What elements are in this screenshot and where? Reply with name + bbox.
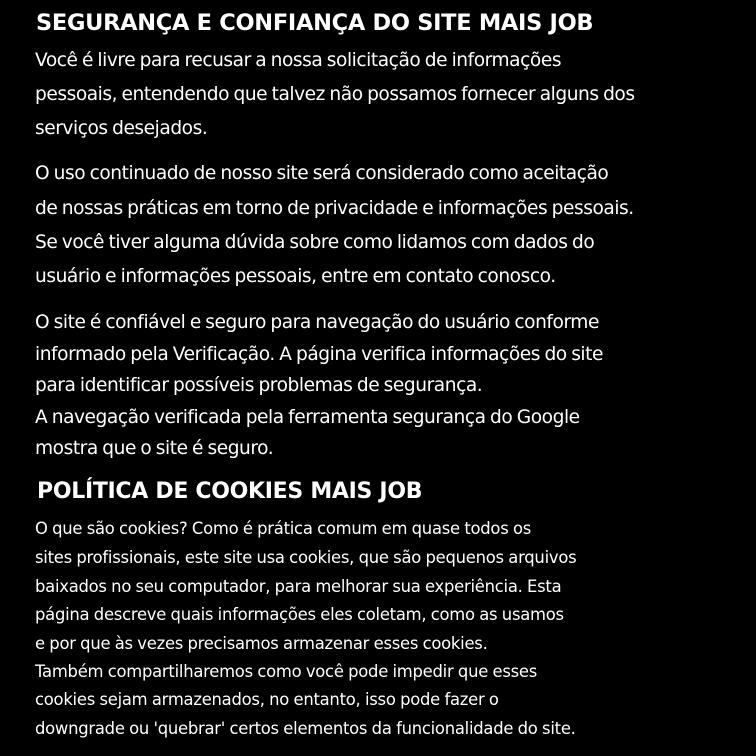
security-text-line: A navegação verificada pela ferramenta segurança do Google <box>35 407 580 428</box>
security-text-line: para identificar possíveis problemas de segurança. <box>35 375 483 396</box>
cookies-text-line: sites profissionais, este site usa cookies, que são pequenos arquivos <box>35 548 577 567</box>
security-text-line: O uso continuado de nosso site será considerado como aceitação <box>35 163 609 184</box>
security-text-line: Se você tiver alguma dúvida sobre como lidamos com dados do <box>35 232 595 253</box>
cookies-text-line: Também compartilharemos como você pode impedir que esses <box>35 662 538 681</box>
cookies-heading: POLÍTICA DE COOKIES MAIS JOB <box>37 479 423 504</box>
security-text-line: mostra que o site é seguro. <box>35 438 274 459</box>
cookies-text-line: downgrade ou 'quebrar' certos elementos da funcionalidade do site. <box>35 719 576 738</box>
security-text-line: informado pela Verificação. A página verifica informações do site <box>35 344 603 365</box>
cookies-text-line: cookies sejam armazenados, no entanto, isso pode fazer o <box>35 690 499 709</box>
cookies-text-line: baixados no seu computador, para melhorar sua experiência. Esta <box>35 577 562 596</box>
security-text-line: serviços desejados. <box>35 118 208 139</box>
security-heading: SEGURANÇA E CONFIANÇA DO SITE MAIS JOB <box>36 10 594 36</box>
cookies-text-line: e por que às vezes precisamos armazenar esses cookies. <box>35 634 488 653</box>
security-text-line: O site é confiável e seguro para navegação do usuário conforme <box>35 312 599 333</box>
security-text-line: de nossas práticas em torno de privacidade e informações pessoais. <box>35 198 634 219</box>
security-text-line: Você é livre para recusar a nossa solicitação de informações <box>35 50 562 71</box>
security-text-line: usuário e informações pessoais, entre em contato conosco. <box>35 266 556 287</box>
cookies-text-line: página descreve quais informações eles coletam, como as usamos <box>35 605 564 624</box>
security-text-line: pessoais, entendendo que talvez não possamos fornecer alguns dos <box>35 84 635 105</box>
cookies-text-line: O que são cookies? Como é prática comum em quase todos os <box>35 519 532 538</box>
